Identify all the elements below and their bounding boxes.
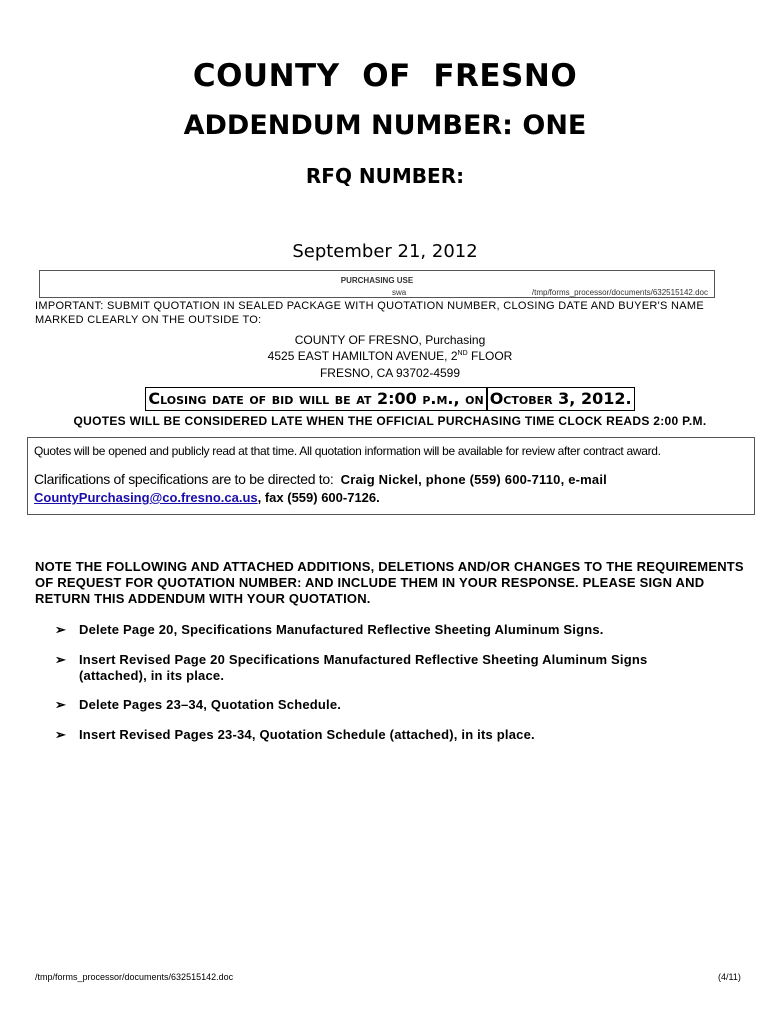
footer-path: /tmp/forms_processor/documents/632515142.doc: [35, 972, 234, 982]
document-date: September 21, 2012: [292, 241, 478, 262]
address-floor-suffix: ND: [457, 350, 468, 357]
clarifications-line: [34, 471, 607, 487]
arrow-bullet-icon: ➢: [55, 697, 67, 712]
fax-number: , fax (559) 600-7126.: [257, 490, 380, 505]
address-line-1: COUNTY OF FRESNO, Purchasing: [294, 333, 486, 347]
arrow-bullet-icon: ➢: [55, 652, 67, 667]
document-path: /tmp/forms_processor/documents/632515142.doc: [531, 288, 708, 297]
arrow-bullet-icon: ➢: [55, 727, 67, 742]
county-title: COUNTY OF FRESNO: [192, 58, 578, 94]
clarifications-label: Clarifications of specifications are to be directed to:: [34, 471, 334, 487]
address-floor: FLOOR: [467, 349, 513, 363]
contact-line: [34, 490, 380, 505]
email-link[interactable]: CountyPurchasing@co.fresno.ca.us: [34, 490, 258, 505]
purchasing-use-box: [39, 270, 715, 298]
rfq-number: RFQ NUMBER:: [305, 164, 465, 188]
addendum-note: NOTE THE FOLLOWING AND ATTACHED ADDITIONS, DELETIONS AND/OR CHANGES TO THE REQUIREMENTS OF REQUEST FOR QUOTATION NUMBER: AND INCLUDE THEM IN YOUR RESPONSE. PLEASE SIGN AND RETURN THIS ADDENDUM WITH YOUR QUOTATION.: [35, 559, 744, 606]
footer-revision: (4/11): [718, 972, 741, 982]
buyer-contact: Craig Nickel, phone (559) 600-7110, e-mail: [340, 472, 607, 487]
list-item-text: Delete Pages 23–34, Quotation Schedule.: [79, 697, 342, 712]
closing-date: October 3, 2012.: [487, 387, 635, 411]
purchasing-use-label: PURCHASING USE: [340, 276, 414, 285]
list-item-text: Insert Revised Pages 23-34, Quotation Schedule (attached), in its place.: [79, 727, 535, 742]
buyer-initials: swa: [392, 288, 407, 297]
closing-time: Closing date of bid will be at 2:00 p.m., on: [145, 387, 486, 411]
important-notice: IMPORTANT: SUBMIT QUOTATION IN SEALED PACKAGE WITH QUOTATION NUMBER, CLOSING DATE AND BUYER'S NAME MARKED CLEARLY ON THE OUTSIDE TO:: [35, 300, 704, 326]
address-street: 4525 EAST HAMILTON AVENUE, 2: [267, 349, 458, 363]
opening-notice: Quotes will be opened and publicly read at that time. All quotation information will be available for review after contract award.: [34, 444, 661, 458]
late-quotes-notice: QUOTES WILL BE CONSIDERED LATE WHEN THE OFFICIAL PURCHASING TIME CLOCK READS 2:00 P.M.: [73, 414, 707, 428]
address-line-3: FRESNO, CA 93702-4599: [319, 366, 461, 380]
arrow-bullet-icon: ➢: [55, 622, 67, 637]
address-line-2: [0, 349, 770, 363]
list-item-text: Delete Page 20, Specifications Manufactured Reflective Sheeting Aluminum Signs.: [79, 622, 604, 637]
list-item-text: Insert Revised Page 20 Specifications Manufactured Reflective Sheeting Aluminum Signs (attached), in its place.: [79, 652, 648, 683]
addendum-title: ADDENDUM NUMBER: ONE: [183, 110, 587, 141]
closing-date-banner: [0, 387, 770, 411]
info-box: [27, 437, 755, 515]
